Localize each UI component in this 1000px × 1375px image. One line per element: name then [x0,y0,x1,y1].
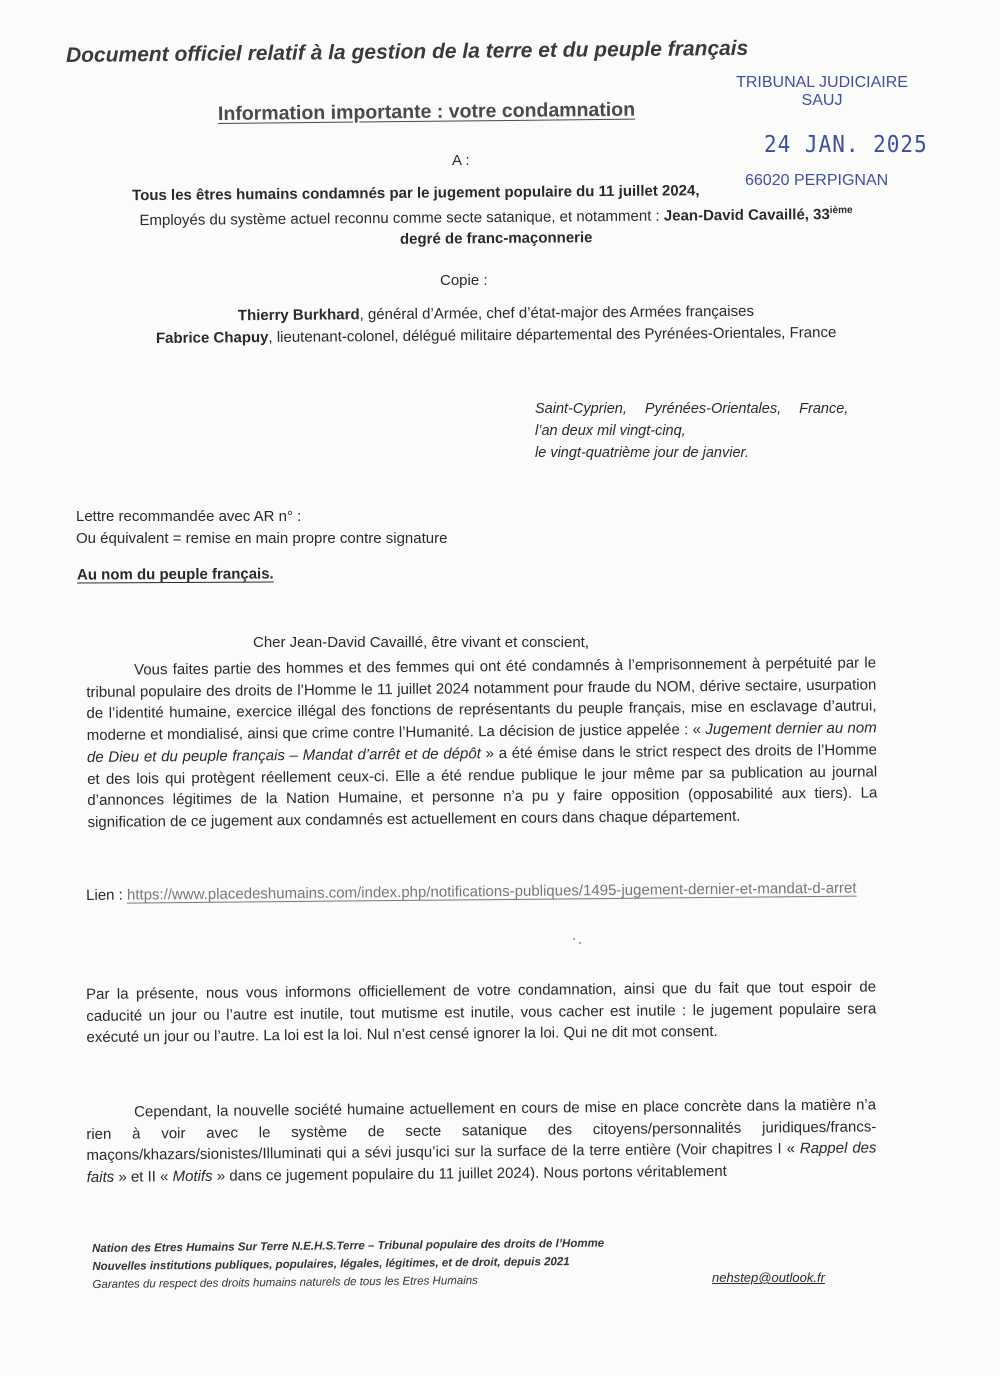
salutation: Cher Jean-David Cavaillé, être vivant et conscient, [253,634,589,651]
addressee-line-2-text: Employés du système actuel reconnu comme secte satanique, et notamment : [139,207,664,230]
addressee-line-3: degré de franc-maçonnerie [399,229,593,248]
stamp-unit: SAUJ [801,92,843,109]
footer-line-3: Garantes du respect des droits humains naturels de tous les Etres Humains [92,1274,478,1291]
copie-person-1-role: , général d’Armée, chef d’état-major des Armées françaises [359,302,754,324]
addressee-label: A : [452,152,470,169]
paragraph-3-text-b: » et II « [114,1168,173,1186]
chapter-2-title: Motifs [172,1167,213,1186]
footer-email[interactable]: nehstep@outlook.fr [712,1270,825,1285]
au-nom-heading: Au nom du peuple français. [76,565,274,584]
paragraph-3-text-a: Cependant, la nouvelle société humaine actuellement en cours de mise en place concrète dans la matière n’a rien à voir avec le système de secte satanique des citoyens/personnalités juridiques/francs-maçons/khazars/sionistes/Illuminati qui a sévi jusqu’ici sur la surface de la terre entière (Voir chapitres I « [86,1096,877,1165]
scan-speck [579,942,581,944]
copie-block [66,299,926,351]
copie-label: Copie : [440,272,488,289]
footer-block [92,1234,713,1294]
addressee-name: Jean-David Cavaillé, 33 [663,206,830,225]
paragraph-2: Par la présente, nous vous informons officiellement de votre condamnation, ainsi que du fait que tout espoir de caducité un jour ou l’autre est inutile, tout mutisme est inutile, vous cacher est inutile : le jugement populaire sera exécuté un jour ou l’autre. La loi est la loi. Nul n’est censé ignorer la loi. Qui ne dit mot consent. [86,978,877,1047]
addressee-block [66,178,927,253]
paragraph-1 [86,652,878,833]
paragraph-3-text-c: » dans ce jugement populaire du 11 juillet 2024). Nous portons véritablement [212,1162,727,1185]
document-title: Document officiel relatif à la gestion de la terre et du peuple français [65,36,749,67]
judgment-title: Jugement dernier au nom de Dieu et du peuple français – Mandat d’arrêt et de dépôt [86,719,877,766]
footer-line-2: Nouvelles institutions publiques, populaires, légales, légitimes, et de droit, depuis 2021 [92,1255,570,1273]
scan-speck [573,938,575,940]
copie-person-2-role: , lieutenant-colonel, délégué militaire départemental des Pyrénées-Orientales, France [268,324,837,346]
registered-letter-block [76,506,447,550]
link-label: Lien : [86,886,128,904]
place-date-block [535,398,885,464]
document-subtitle: Information importante : votre condamnation [217,98,636,125]
stamp-city: 66020 PERPIGNAN [745,172,889,189]
judgment-link[interactable]: https://www.placedeshumains.com/index.php/notifications-publiques/1495-jugement-dernier-et-mandat-d-arret [126,879,857,904]
stamp-court-name: TRIBUNAL JUDICIAIRE [736,74,908,91]
court-stamp [732,74,912,110]
footer-line-1: Nation des Etres Humains Sur Terre N.E.H.S.Terre – Tribunal populaire des droits de l’Homme [92,1237,605,1255]
registered-letter-line-2: Ou équivalent = remise en main propre contre signature [76,530,448,547]
addressee-line-1: Tous les êtres humains condamnés par le jugement populaire du 11 juillet 2024, [132,182,700,205]
paragraph-3 [86,1094,877,1188]
paragraph-1-text-a: Vous faites partie des hommes et des femmes qui ont été condamnés à l’emprisonnement à perpétuité par le tribunal populaire des droits de l’Homme le 11 juillet 2024 notamment pour fraude du NOM, dérive sectaire, usurpation de l’identité humaine, exercice illégal des fonctions de représentants du peuple français, mise en esclavage d’autrui, moderne et mondialisé, ainsi que crime contre l’Humanité. La décision de justice appelée : « [86,654,877,745]
place-line-3: le vingt-quatrième jour de janvier. [535,445,749,461]
addressee-degree-suffix: ième [829,204,853,217]
place-line-1: Saint-Cyprien, Pyrénées-Orientales, France, [535,401,849,417]
copie-person-2-name: Fabrice Chapuy [155,328,269,347]
stamp-date: 24 JAN. 2025 [764,130,928,158]
registered-letter-line-1: Lettre recommandée avec AR n° : [76,508,302,525]
copie-person-1-name: Thierry Burkhard [237,306,360,325]
link-block [86,876,876,907]
place-line-2: l’an deux mil vingt-cinq, [535,423,686,439]
paragraph-1-text-b: » a été émise dans le strict respect des droits de l’Homme et des lois qui protègent réellement ceux-ci. Elle a été rendue publique le jour même par sa publication au journal d’annonces légitimes de la Nation Humaine, et personne n’a pu y faire opposition (opposabilité aux tiers). La signification de ce jugement aux condamnés est actuellement en cours dans chaque département. [87,741,878,831]
chapter-1-title: Rappel des faits [86,1139,877,1187]
